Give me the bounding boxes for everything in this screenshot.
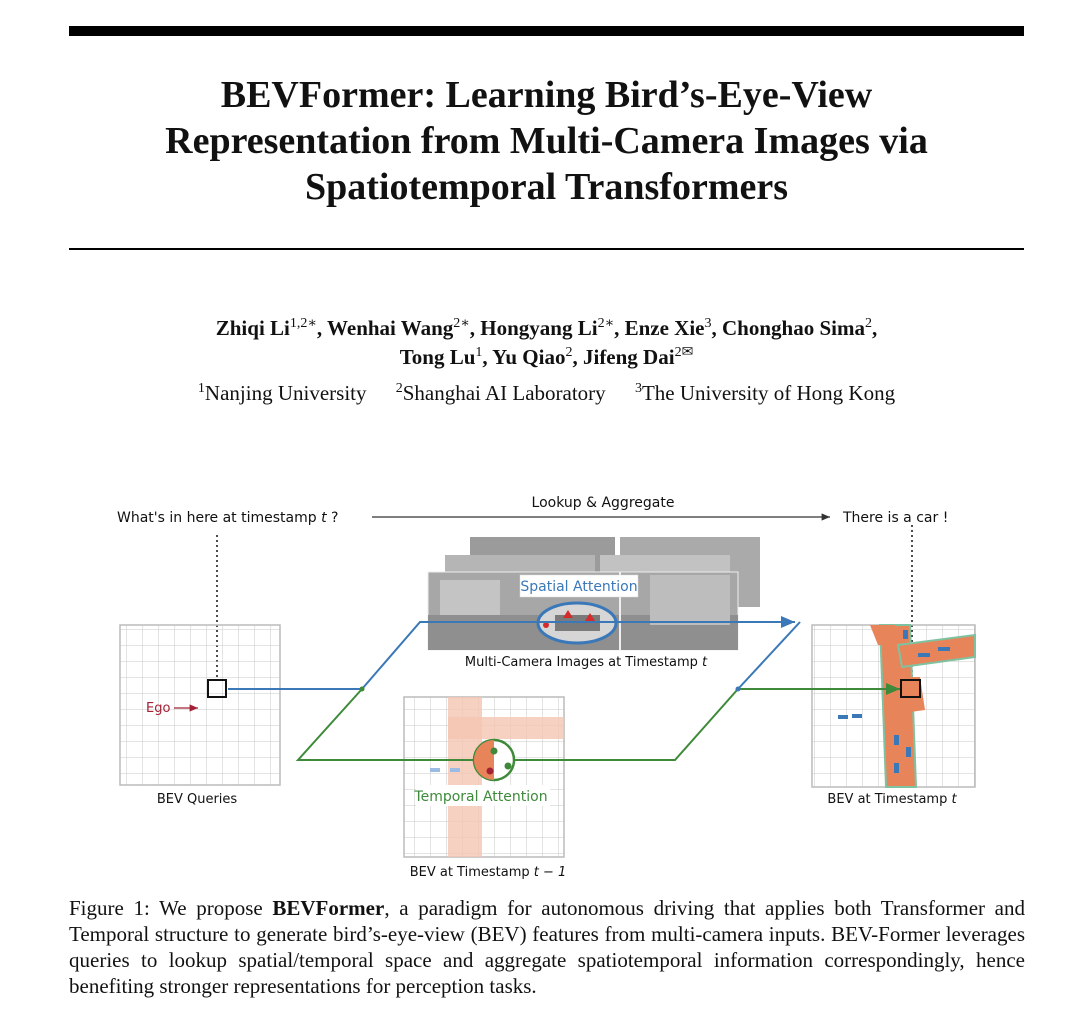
vehicle-mark <box>450 768 460 772</box>
caption-prefix: Figure 1: We propose <box>69 896 273 920</box>
spatial-attention-label: Spatial Attention <box>520 579 638 595</box>
bev-prev-label: BEV at Timestamp t − 1 <box>409 865 567 880</box>
bev-grid <box>120 625 280 785</box>
ego-label: Ego <box>146 701 171 716</box>
lookup-label: Lookup & Aggregate <box>531 495 675 511</box>
figure-1 <box>110 485 980 885</box>
author-mark: 1 <box>475 345 483 360</box>
author-mark: 2✉ <box>674 345 694 360</box>
affiliation-name: Shanghai AI Laboratory <box>402 381 606 405</box>
bev-now-grid <box>812 625 975 807</box>
junction-dot <box>360 687 365 692</box>
spatial-merge <box>738 622 800 689</box>
figure-diagram <box>110 485 980 885</box>
vehicle-mark <box>903 630 908 639</box>
figure-caption <box>69 895 1025 999</box>
affiliation-mark: 2 <box>395 381 403 396</box>
paper-title <box>69 72 1024 210</box>
vehicle-mark <box>894 763 899 773</box>
affiliation-mark: 3 <box>634 381 642 396</box>
bev-prev-grid <box>404 697 566 880</box>
answer-text: There is a car ! <box>843 510 949 526</box>
vehicle-mark <box>906 747 911 757</box>
title-line: Representation from Multi-Camera Images via <box>165 120 928 162</box>
camera-images <box>428 537 760 670</box>
vehicle-mark <box>918 653 930 657</box>
temporal-point <box>487 768 494 775</box>
vehicle-mark <box>430 768 440 772</box>
author-name: Tong Lu <box>399 345 476 369</box>
vehicle-mark <box>838 715 848 719</box>
author-name: Enze Xie <box>624 316 705 340</box>
vehicle-mark <box>852 714 862 718</box>
author-name: Hongyang Li <box>480 316 598 340</box>
bev-queries-grid <box>120 625 280 807</box>
title-rule <box>69 248 1024 250</box>
affiliation <box>635 381 895 405</box>
road-horizontal <box>448 717 564 739</box>
temporal-point <box>491 748 498 755</box>
author-name: Jifeng Dai <box>582 345 675 369</box>
affiliation <box>396 381 606 405</box>
camera-images-label: Multi-Camera Images at Timestamp t <box>464 655 708 670</box>
bev-now-label: BEV at Timestamp t <box>827 792 957 807</box>
caption-bold: BEVFormer <box>272 896 385 920</box>
vehicle-mark <box>938 647 950 651</box>
affiliation <box>198 381 367 405</box>
author-name: Zhiqi Li <box>215 316 290 340</box>
author-mark: 2∗ <box>597 316 615 331</box>
title-line: BEVFormer: Learning Bird’s-Eye-View <box>220 74 873 116</box>
author-mark: 2 <box>864 316 872 331</box>
affiliation-name: The University of Hong Kong <box>641 381 896 405</box>
author-name: Wenhai Wang <box>327 316 454 340</box>
temporal-point <box>505 763 512 770</box>
author-list: Zhiqi $Li^{1,2∗}$, Wenhai Wang$^{2∗}$, Hongyang $Li^{2∗}$, Enze Xie$^3$, Chonghao Sima$^2$, Tong Lu$^1$, Yu Qiao$^2$, Jifeng Dai$^{2✉}$ <box>215 316 878 369</box>
affiliations <box>69 381 1024 406</box>
author-mark: 2∗ <box>453 316 470 331</box>
author-name: Chonghao Sima <box>722 316 865 340</box>
caption-rest: , a paradigm for autonomous driving that applies both Transformer and Temporal structure to generate bird’s-eye-view (BEV) features from multi-camera inputs. BEV-Former leverages queries to lookup spatial/temporal space and aggregate spatiotemporal information correspondingly, hence benefiting stronger representations for perception tasks. <box>69 896 1025 998</box>
bev-queries-label: BEV Queries <box>156 792 238 807</box>
author-mark: 3 <box>704 316 712 331</box>
camera-building <box>440 580 500 615</box>
title-line: Spatiotemporal Transformers <box>304 166 789 208</box>
affiliation-name: Nanjing University <box>204 381 367 405</box>
author-name: Yu Qiao <box>492 345 566 369</box>
camera-building <box>650 575 730 625</box>
vehicle-mark <box>894 735 899 745</box>
top-rule <box>69 26 1024 36</box>
author-mark: 1,2∗ <box>289 316 317 331</box>
affiliation-mark: 1 <box>197 381 205 396</box>
junction-dot <box>736 687 741 692</box>
temporal-attention-label: Temporal Attention <box>414 789 548 805</box>
question-text: What's in here at timestamp t ? <box>117 510 339 526</box>
author-mark: 2 <box>565 345 573 360</box>
